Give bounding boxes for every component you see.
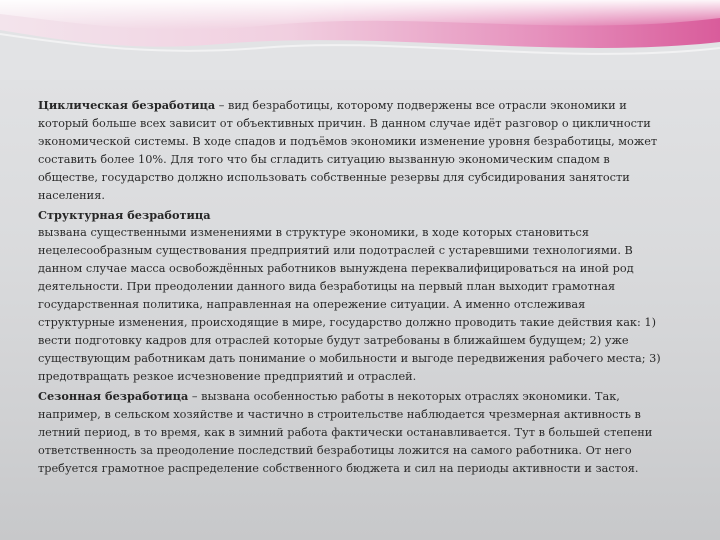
cyclical-paragraph: [38, 96, 662, 206]
slide-content: [38, 96, 662, 478]
decorative-header-band: [0, 0, 720, 80]
cyclical-text: – вид безработицы, которому подвержены все отрасли экономики и который больше всех зависит от объективных причин. В данном случае идёт разговор о цикличности экономической системы. В ходе спадов и подъёмов экономики изменение уровня безработицы, может составить более 10%. Для того что бы сгладить ситуацию вызванную экономическим спадом в обществе, государство должно использовать собственные резервы для субсидирования занятости населения.: [38, 99, 658, 203]
structural-text: вызвана существенными изменениями в структуре экономики, в ходе которых становиться нецелесообразным существования предприятий или подотраслей с устаревшими технологиями. В данном случае масса освобождённых работников вынуждена переквалифицироваться на иной род деятельности. При преодолении данного вида безработицы на первый план выходит грамотная государственная политика, направленная на опережение ситуации. А именно отслеживая структурные изменения, происходящие в мире, государство должно проводить такие действия как: 1) вести подготовку кадров для отраслей которые будут затребованы в ближайшем будущем; 2) уже существующим работникам дать понимание о мобильности и выгоде передвижения рабочего места; 3) предотвращать резкое исчезновение предприятий и отраслей.: [38, 225, 661, 384]
cyclical-term: Циклическая безработица: [38, 98, 216, 112]
structural-heading: Структурная безработица: [38, 207, 211, 222]
seasonal-text: – вызвана особенностью работы в некоторых отраслях экономики. Так, например, в сельском хозяйстве и частично в строительстве наблюдается чрезмерная активность в летний период, в то время, как в зимний работа фактически останавливается. Тут в большей степени ответственность за преодоление последствий безработицы ложится на самого работника. От него требуется грамотное распределение собственного бюджета и сил на периоды активности и застоя.: [38, 389, 653, 475]
seasonal-paragraph: [38, 387, 662, 478]
seasonal-term: Сезонная безработица: [38, 388, 189, 403]
